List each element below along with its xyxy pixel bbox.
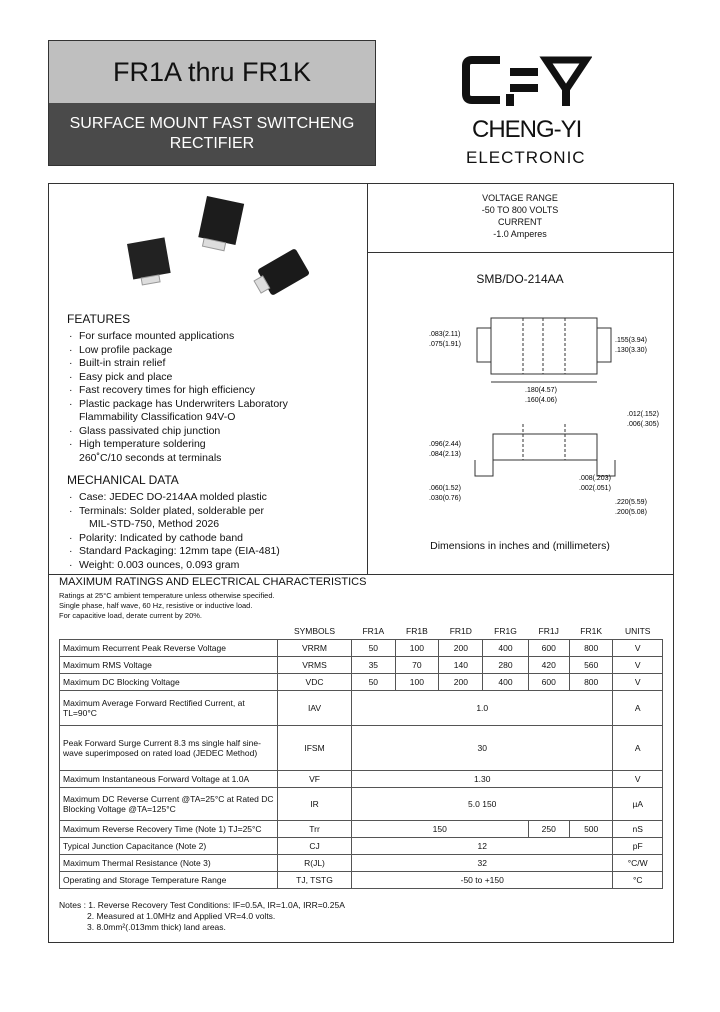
ratings-box [48, 573, 674, 943]
table-cell: 5.0 150 [352, 788, 613, 821]
dim-label: .200(5.08) [615, 509, 647, 516]
table-cell: V [613, 771, 663, 788]
table-cell: 70 [395, 657, 439, 674]
table-cell: 100 [395, 674, 439, 691]
table-header-cell: FR1G [494, 626, 517, 636]
dim-label: .075(1.91) [429, 341, 461, 348]
dim-label: .030(0.76) [429, 495, 461, 502]
list-item: · Case: JEDEC DO-214AA molded plastic [69, 491, 267, 503]
table-cell: 600 [528, 674, 569, 691]
table-row [60, 855, 663, 872]
row-divider [367, 252, 673, 253]
table-cell: 800 [569, 640, 613, 657]
table-header-cell: FR1A [362, 626, 385, 636]
table-header-cell [60, 623, 278, 640]
list-item: · High temperature soldering [69, 438, 206, 450]
table-cell: Maximum Reverse Recovery Time (Note 1) TJ=25°C [60, 821, 278, 838]
table-cell: A [613, 691, 663, 726]
notes [59, 900, 345, 933]
table-cell: 400 [483, 674, 528, 691]
table-cell: Trr [278, 821, 352, 838]
table-cell: 30 [352, 726, 613, 771]
part-subtitle [49, 103, 375, 165]
table-row [60, 872, 663, 889]
table-cell: 12 [352, 838, 613, 855]
table-cell: 50 [352, 674, 396, 691]
voltage-current-summary [367, 192, 673, 240]
list-item: 260˚C/10 seconds at terminals [79, 451, 222, 464]
table-row [60, 821, 663, 838]
table-cell: Maximum Recurrent Peak Reverse Voltage [60, 640, 278, 657]
table-cell: Maximum Average Forward Rectified Current, at TL=90°C [60, 691, 278, 726]
table-cell: VRRM [278, 640, 352, 657]
dim-label: .155(3.94) [615, 337, 647, 344]
table-row [60, 691, 663, 726]
list-item: · Glass passivated chip junction [69, 424, 221, 437]
dim-label: .083(2.11) [429, 331, 461, 338]
table-cell: 35 [352, 657, 396, 674]
list-item: · For surface mounted applications [69, 330, 235, 342]
dim-label: .002(.051) [579, 485, 611, 492]
logo-mark-icon [462, 54, 592, 112]
table-cell: Maximum DC Blocking Voltage [60, 674, 278, 691]
table-row [60, 771, 663, 788]
list-item: · Terminals: Solder plated, solderable per [69, 504, 265, 517]
list-item: · Plastic package has Underwriters Laboratory [69, 397, 288, 410]
dim-label: .084(2.13) [429, 451, 461, 458]
list-item: · Polarity: Indicated by cathode band [69, 531, 244, 544]
list-item: · Easy pick and place [69, 370, 173, 383]
dim-label: .160(4.06) [525, 397, 557, 404]
ratings-table [59, 623, 663, 889]
table-cell: VRMS [278, 657, 352, 674]
table-cell: Operating and Storage Temperature Range [60, 872, 278, 889]
table-cell: Maximum DC Reverse Current @TA=25°C at Rated DC Blocking Voltage @TA=125°C [60, 788, 278, 821]
company-subname: ELECTRONIC [466, 148, 586, 167]
list-item: Flammability Classification 94V-O [79, 411, 236, 423]
table-cell: 200 [439, 640, 483, 657]
ratings-note: For capacitive load, derate current by 20%. [59, 611, 202, 620]
table-cell: °C [613, 872, 663, 889]
list-item: · Standard Packaging: 12mm tape (EIA-481) [69, 545, 280, 557]
table-cell: 250 [528, 821, 569, 838]
package-outline-drawing [419, 304, 669, 524]
package-photo [109, 192, 329, 312]
table-header-row [60, 623, 663, 640]
table-cell: nS [613, 821, 663, 838]
ratings-heading: MAXIMUM RATINGS AND ELECTRICAL CHARACTERISTICS [59, 576, 367, 588]
table-cell: °C/W [613, 855, 663, 872]
table-cell: IFSM [278, 726, 352, 771]
table-cell: V [613, 640, 663, 657]
table-row [60, 726, 663, 771]
summary-line: VOLTAGE RANGE [482, 193, 558, 203]
table-cell: 1.30 [352, 771, 613, 788]
summary-line: CURRENT [498, 217, 542, 227]
table-cell: 1.0 [352, 691, 613, 726]
table-cell: A [613, 726, 663, 771]
table-row [60, 657, 663, 674]
table-cell: IR [278, 788, 352, 821]
list-item: · Fast recovery times for high efficiency [69, 384, 256, 396]
table-cell: 800 [569, 674, 613, 691]
table-cell: Maximum Thermal Resistance (Note 3) [60, 855, 278, 872]
features-list [67, 330, 357, 465]
ratings-note: Ratings at 25°C ambient temperature unless otherwise specified. [59, 591, 275, 600]
features-heading: FEATURES [67, 312, 131, 326]
table-cell: 50 [352, 640, 396, 657]
table-row [60, 838, 663, 855]
column-divider [367, 184, 368, 574]
table-header-cell: SYMBOLS [293, 626, 336, 636]
dim-label: .096(2.44) [429, 441, 461, 448]
note-line: 2. Measured at 1.0MHz and Applied VR=4.0 volts. [87, 911, 276, 921]
list-item: MIL-STD-750, Method 2026 [89, 518, 220, 530]
subtitle-line-1: SURFACE MOUNT FAST SWITCHENG [69, 115, 355, 132]
dim-label: .180(4.57) [525, 387, 557, 394]
subtitle-line-2: RECTIFIER [169, 135, 255, 152]
table-header-cell: FR1B [406, 626, 428, 636]
dim-label: .008(.203) [579, 475, 611, 482]
table-cell: 100 [395, 640, 439, 657]
dim-label: .060(1.52) [429, 485, 461, 492]
table-cell: R(JL) [278, 855, 352, 872]
table-header-cell: FR1K [580, 626, 603, 636]
note-line: 3. 8.0mm²(.013mm thick) land areas. [87, 922, 226, 932]
table-cell: 32 [352, 855, 613, 872]
table-cell: 500 [569, 821, 613, 838]
ratings-note: Single phase, half wave, 60 Hz, resistive or inductive load. [59, 601, 253, 610]
table-row [60, 788, 663, 821]
table-cell: VDC [278, 674, 352, 691]
note-line: Notes : 1. Reverse Recovery Test Conditions: IF=0.5A, IR=1.0A, IRR=0.25A [59, 900, 345, 910]
table-cell: Typical Junction Capacitance (Note 2) [60, 838, 278, 855]
table-cell: 420 [528, 657, 569, 674]
mechanical-heading: MECHANICAL DATA [67, 473, 179, 487]
dimensions-note: Dimensions in inches and (millimeters) [430, 540, 610, 552]
company-logo [462, 54, 622, 174]
table-cell: V [613, 674, 663, 691]
table-cell: 200 [439, 674, 483, 691]
table-cell: 280 [483, 657, 528, 674]
table-cell: 150 [352, 821, 529, 838]
list-item: · Built-in strain relief [69, 357, 166, 369]
table-row [60, 674, 663, 691]
table-cell: -50 to +150 [352, 872, 613, 889]
table-cell: 560 [569, 657, 613, 674]
table-cell: 400 [483, 640, 528, 657]
table-header-cell: FR1J [538, 626, 559, 636]
features-section [67, 312, 357, 572]
dim-label: .006(.305) [627, 421, 659, 428]
table-cell: µA [613, 788, 663, 821]
mechanical-list [67, 491, 357, 572]
table-header-cell: UNITS [624, 626, 651, 636]
table-cell: Peak Forward Surge Current 8.3 ms single half sine-wave superimposed on rated load (JEDEC Method) [60, 726, 278, 771]
info-box [48, 183, 674, 575]
package-name: SMB/DO-214AA [476, 272, 564, 286]
table-header-cell: FR1D [449, 626, 472, 636]
list-item: · Weight: 0.003 ounces, 0.093 gram [69, 558, 240, 571]
dim-label: .220(5.59) [615, 499, 647, 506]
table-cell: 140 [439, 657, 483, 674]
table-cell: CJ [278, 838, 352, 855]
table-cell: 600 [528, 640, 569, 657]
dim-label: .012(.152) [627, 411, 659, 418]
table-cell: IAV [278, 691, 352, 726]
table-cell: V [613, 657, 663, 674]
part-title: FR1A thru FR1K [49, 41, 375, 103]
summary-line: -50 TO 800 VOLTS [481, 205, 559, 215]
table-cell: Maximum RMS Voltage [60, 657, 278, 674]
table-cell: VF [278, 771, 352, 788]
list-item: · Low profile package [69, 343, 173, 356]
summary-line: -1.0 Amperes [493, 229, 547, 239]
table-cell: pF [613, 838, 663, 855]
title-box [48, 40, 376, 166]
company-name: CHENG-YI [472, 116, 582, 143]
table-cell: Maximum Instantaneous Forward Voltage at 1.0A [60, 771, 278, 788]
table-row [60, 640, 663, 657]
table-cell: TJ, TSTG [278, 872, 352, 889]
dim-label: .130(3.30) [615, 347, 647, 354]
